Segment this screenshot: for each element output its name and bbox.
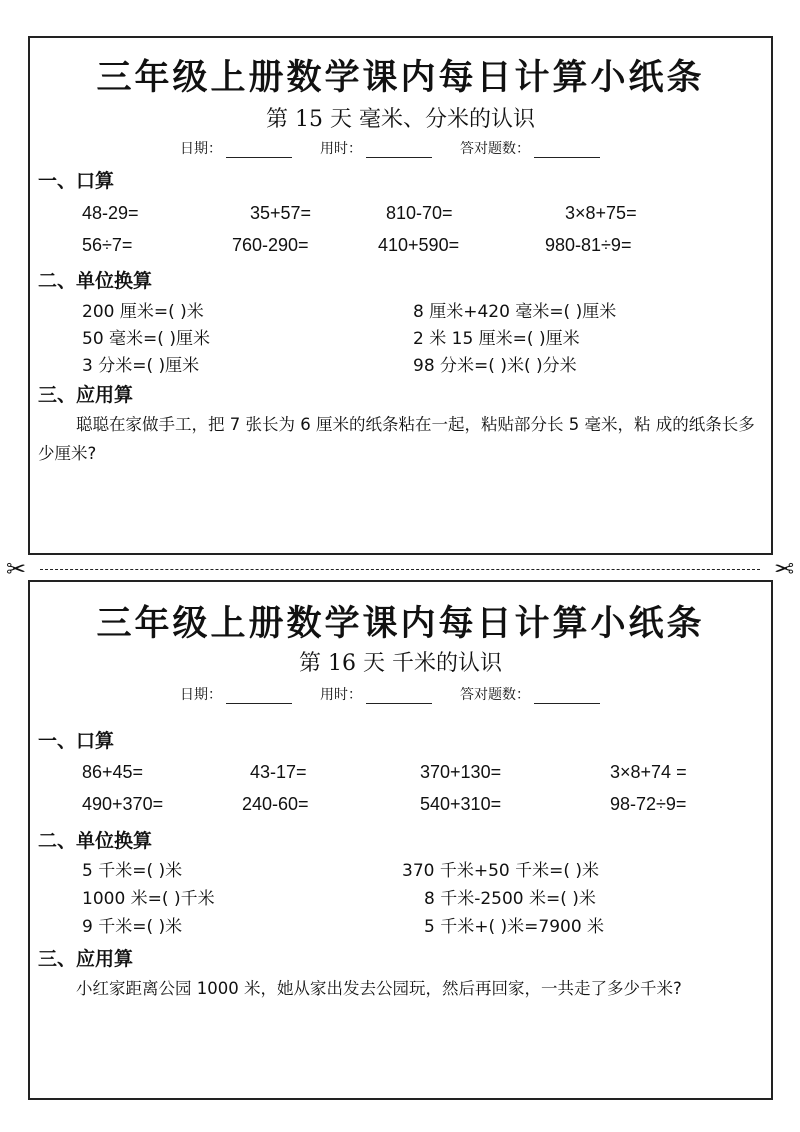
mental-item: 760-290= xyxy=(232,235,309,255)
score-blank[interactable] xyxy=(534,143,600,158)
unit-item: 370 千米+50 千米=( )米 xyxy=(402,861,600,881)
section-mental-math: 一、口算 xyxy=(38,730,115,752)
worksheet-day15 xyxy=(28,36,773,555)
mental-item: 240-60= xyxy=(242,794,309,814)
mental-item: 490+370= xyxy=(82,794,164,814)
page-subtitle: 第 15 天 毫米、分米的认识 xyxy=(266,107,535,132)
date-field xyxy=(180,684,292,704)
scissors-icon: ✂ xyxy=(773,555,794,583)
page-subtitle: 第 16 天 千米的认识 xyxy=(299,651,502,676)
mental-item: 370+130= xyxy=(420,762,502,782)
time-blank[interactable] xyxy=(366,143,432,158)
mental-item: 410+590= xyxy=(378,235,460,255)
section-application: 三、应用算 xyxy=(38,948,134,970)
section-mental-math: 一、口算 xyxy=(38,170,115,192)
mental-item: 810-70= xyxy=(386,203,453,223)
mental-item: 98-72÷9= xyxy=(610,794,687,814)
unit-item: 5 千米+( )米=7900 米 xyxy=(424,917,605,937)
unit-item: 50 毫米=( )厘米 xyxy=(82,329,210,349)
worksheet-day16 xyxy=(28,580,773,1100)
date-blank[interactable] xyxy=(226,689,292,704)
mental-item: 86+45= xyxy=(82,762,144,782)
scissors-icon: ✂ xyxy=(6,555,27,583)
mental-item: 980-81÷9= xyxy=(545,235,632,255)
mental-item: 48-29= xyxy=(82,203,139,223)
time-label: 用时： xyxy=(320,141,362,157)
unit-item: 1000 米=( )千米 xyxy=(82,889,215,909)
time-blank[interactable] xyxy=(366,689,432,704)
word-problem: 聪聪在家做手工，把 7 张长为 6 厘米的纸条粘在一起，粘贴部分长 5 毫米，粘 成的纸条长多少厘米? xyxy=(38,415,755,463)
unit-item: 98 分米=( )米( )分米 xyxy=(413,356,577,376)
score-label: 答对题数： xyxy=(460,687,530,703)
date-field xyxy=(180,138,292,158)
time-field xyxy=(320,684,432,704)
section-application: 三、应用算 xyxy=(38,384,134,406)
page-title: 三年级上册数学课内每日计算小纸条 xyxy=(96,603,705,644)
mental-item: 35+57= xyxy=(250,203,312,223)
unit-item: 8 千米-2500 米=( )米 xyxy=(424,889,596,909)
word-problem: 小红家距离公园 1000 米，她从家出发去公园玩，然后再回家，一共走了多少千米? xyxy=(76,979,682,998)
unit-item: 2 米 15 厘米=( )厘米 xyxy=(413,329,580,349)
unit-item: 5 千米=( )米 xyxy=(82,861,183,881)
mental-item: 3×8+74 = xyxy=(610,762,687,782)
mental-item: 43-17= xyxy=(250,762,307,782)
section-unit-conversion: 二、单位换算 xyxy=(38,830,153,852)
mental-item: 540+310= xyxy=(420,794,502,814)
score-label: 答对题数： xyxy=(460,141,530,157)
unit-item: 3 分米=( )厘米 xyxy=(82,356,200,376)
unit-item: 200 厘米=( )米 xyxy=(82,302,204,322)
mental-item: 3×8+75= xyxy=(565,203,637,223)
score-field xyxy=(460,138,600,158)
unit-item: 9 千米=( )米 xyxy=(82,917,183,937)
time-label: 用时： xyxy=(320,687,362,703)
unit-item: 8 厘米+420 毫米=( )厘米 xyxy=(413,302,617,322)
page-title: 三年级上册数学课内每日计算小纸条 xyxy=(96,57,705,98)
date-label: 日期： xyxy=(180,141,222,157)
section-unit-conversion: 二、单位换算 xyxy=(38,270,153,292)
date-label: 日期： xyxy=(180,687,222,703)
mental-item: 56÷7= xyxy=(82,235,133,255)
score-blank[interactable] xyxy=(534,689,600,704)
score-field xyxy=(460,684,600,704)
time-field xyxy=(320,138,432,158)
cut-line xyxy=(40,569,760,570)
date-blank[interactable] xyxy=(226,143,292,158)
